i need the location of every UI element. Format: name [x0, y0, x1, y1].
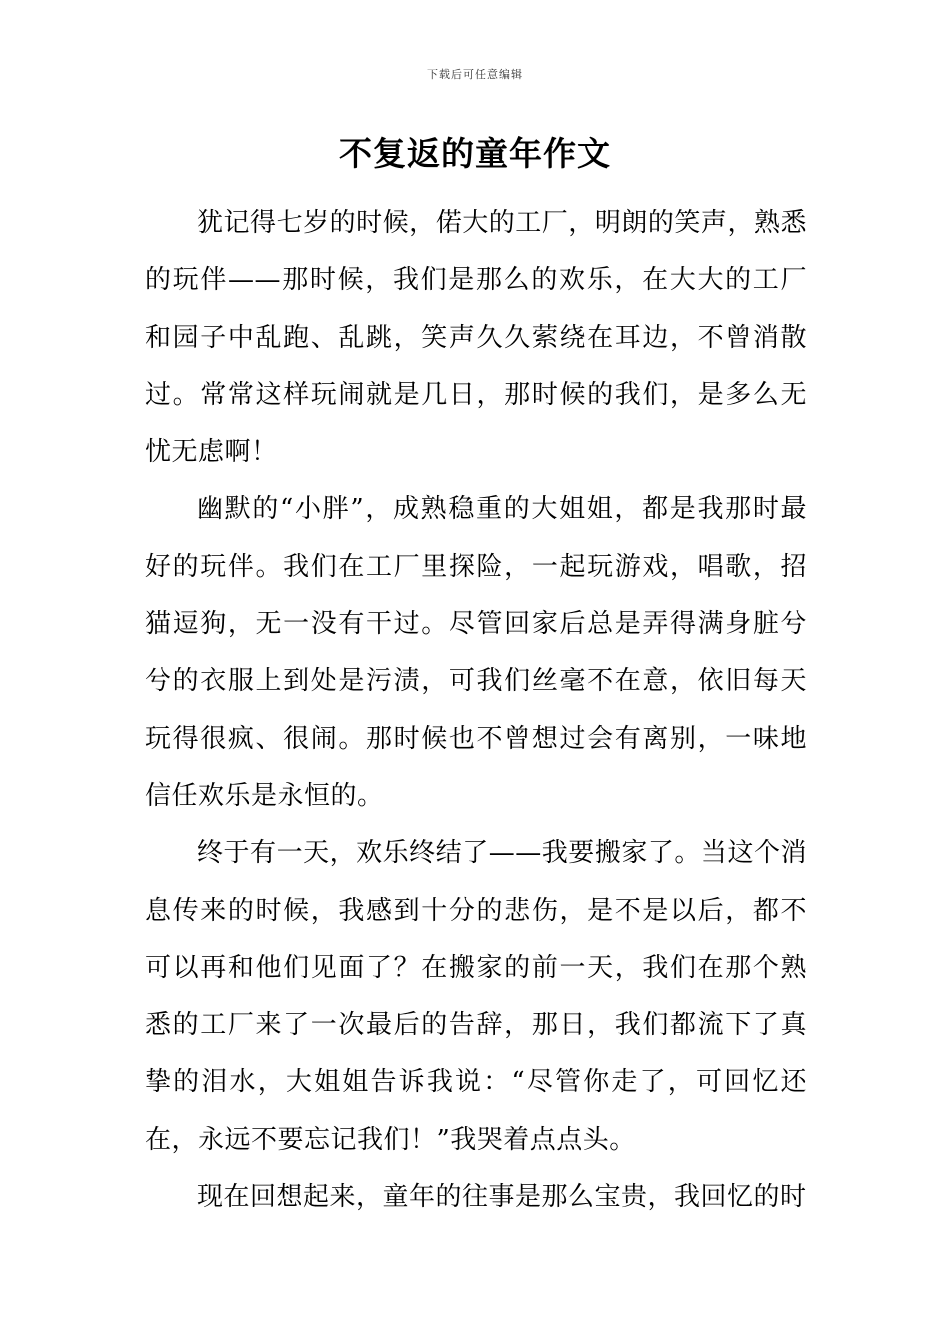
document-body	[145, 195, 807, 1226]
paragraph-1: 犹记得七岁的时候，偌大的工厂，明朗的笑声，熟悉的玩伴——那时候，我们是那么的欢乐，在大大的工厂和园子中乱跑、乱跳，笑声久久萦绕在耳边，不曾消散过。常常这样玩闹就是几日，那时候的我们，是多么无忧无虑啊！	[145, 208, 807, 468]
document-title: 不复返的童年作文	[339, 134, 611, 173]
paragraph-3: 终于有一天，欢乐终结了——我要搬家了。当这个消息传来的时候，我感到十分的悲伤，是不是以后，都不可以再和他们见面了？在搬家的前一天，我们在那个熟悉的工厂来了一次最后的告辞，那日，我们都流下了真挚的泪水，大姐姐告诉我说：“尽管你走了，可回忆还在，永远不要忘记我们！”我哭着点点头。	[145, 838, 807, 1155]
paragraph-4: 现在回想起来，童年的往事是那么宝贵，我回忆的时	[197, 1182, 807, 1213]
header-note: 下载后可任意编辑	[427, 68, 523, 81]
paragraph-2: 幽默的“小胖”，成熟稳重的大姐姐，都是我那时最好的玩伴。我们在工厂里探险，一起玩游戏，唱歌，招猫逗狗，无一没有干过。尽管回家后总是弄得满身脏兮兮的衣服上到处是污渍，可我们丝毫不在意，依旧每天玩得很疯、很闹。那时候也不曾想过会有离别，一味地信任欢乐是永恒的。	[145, 494, 807, 811]
